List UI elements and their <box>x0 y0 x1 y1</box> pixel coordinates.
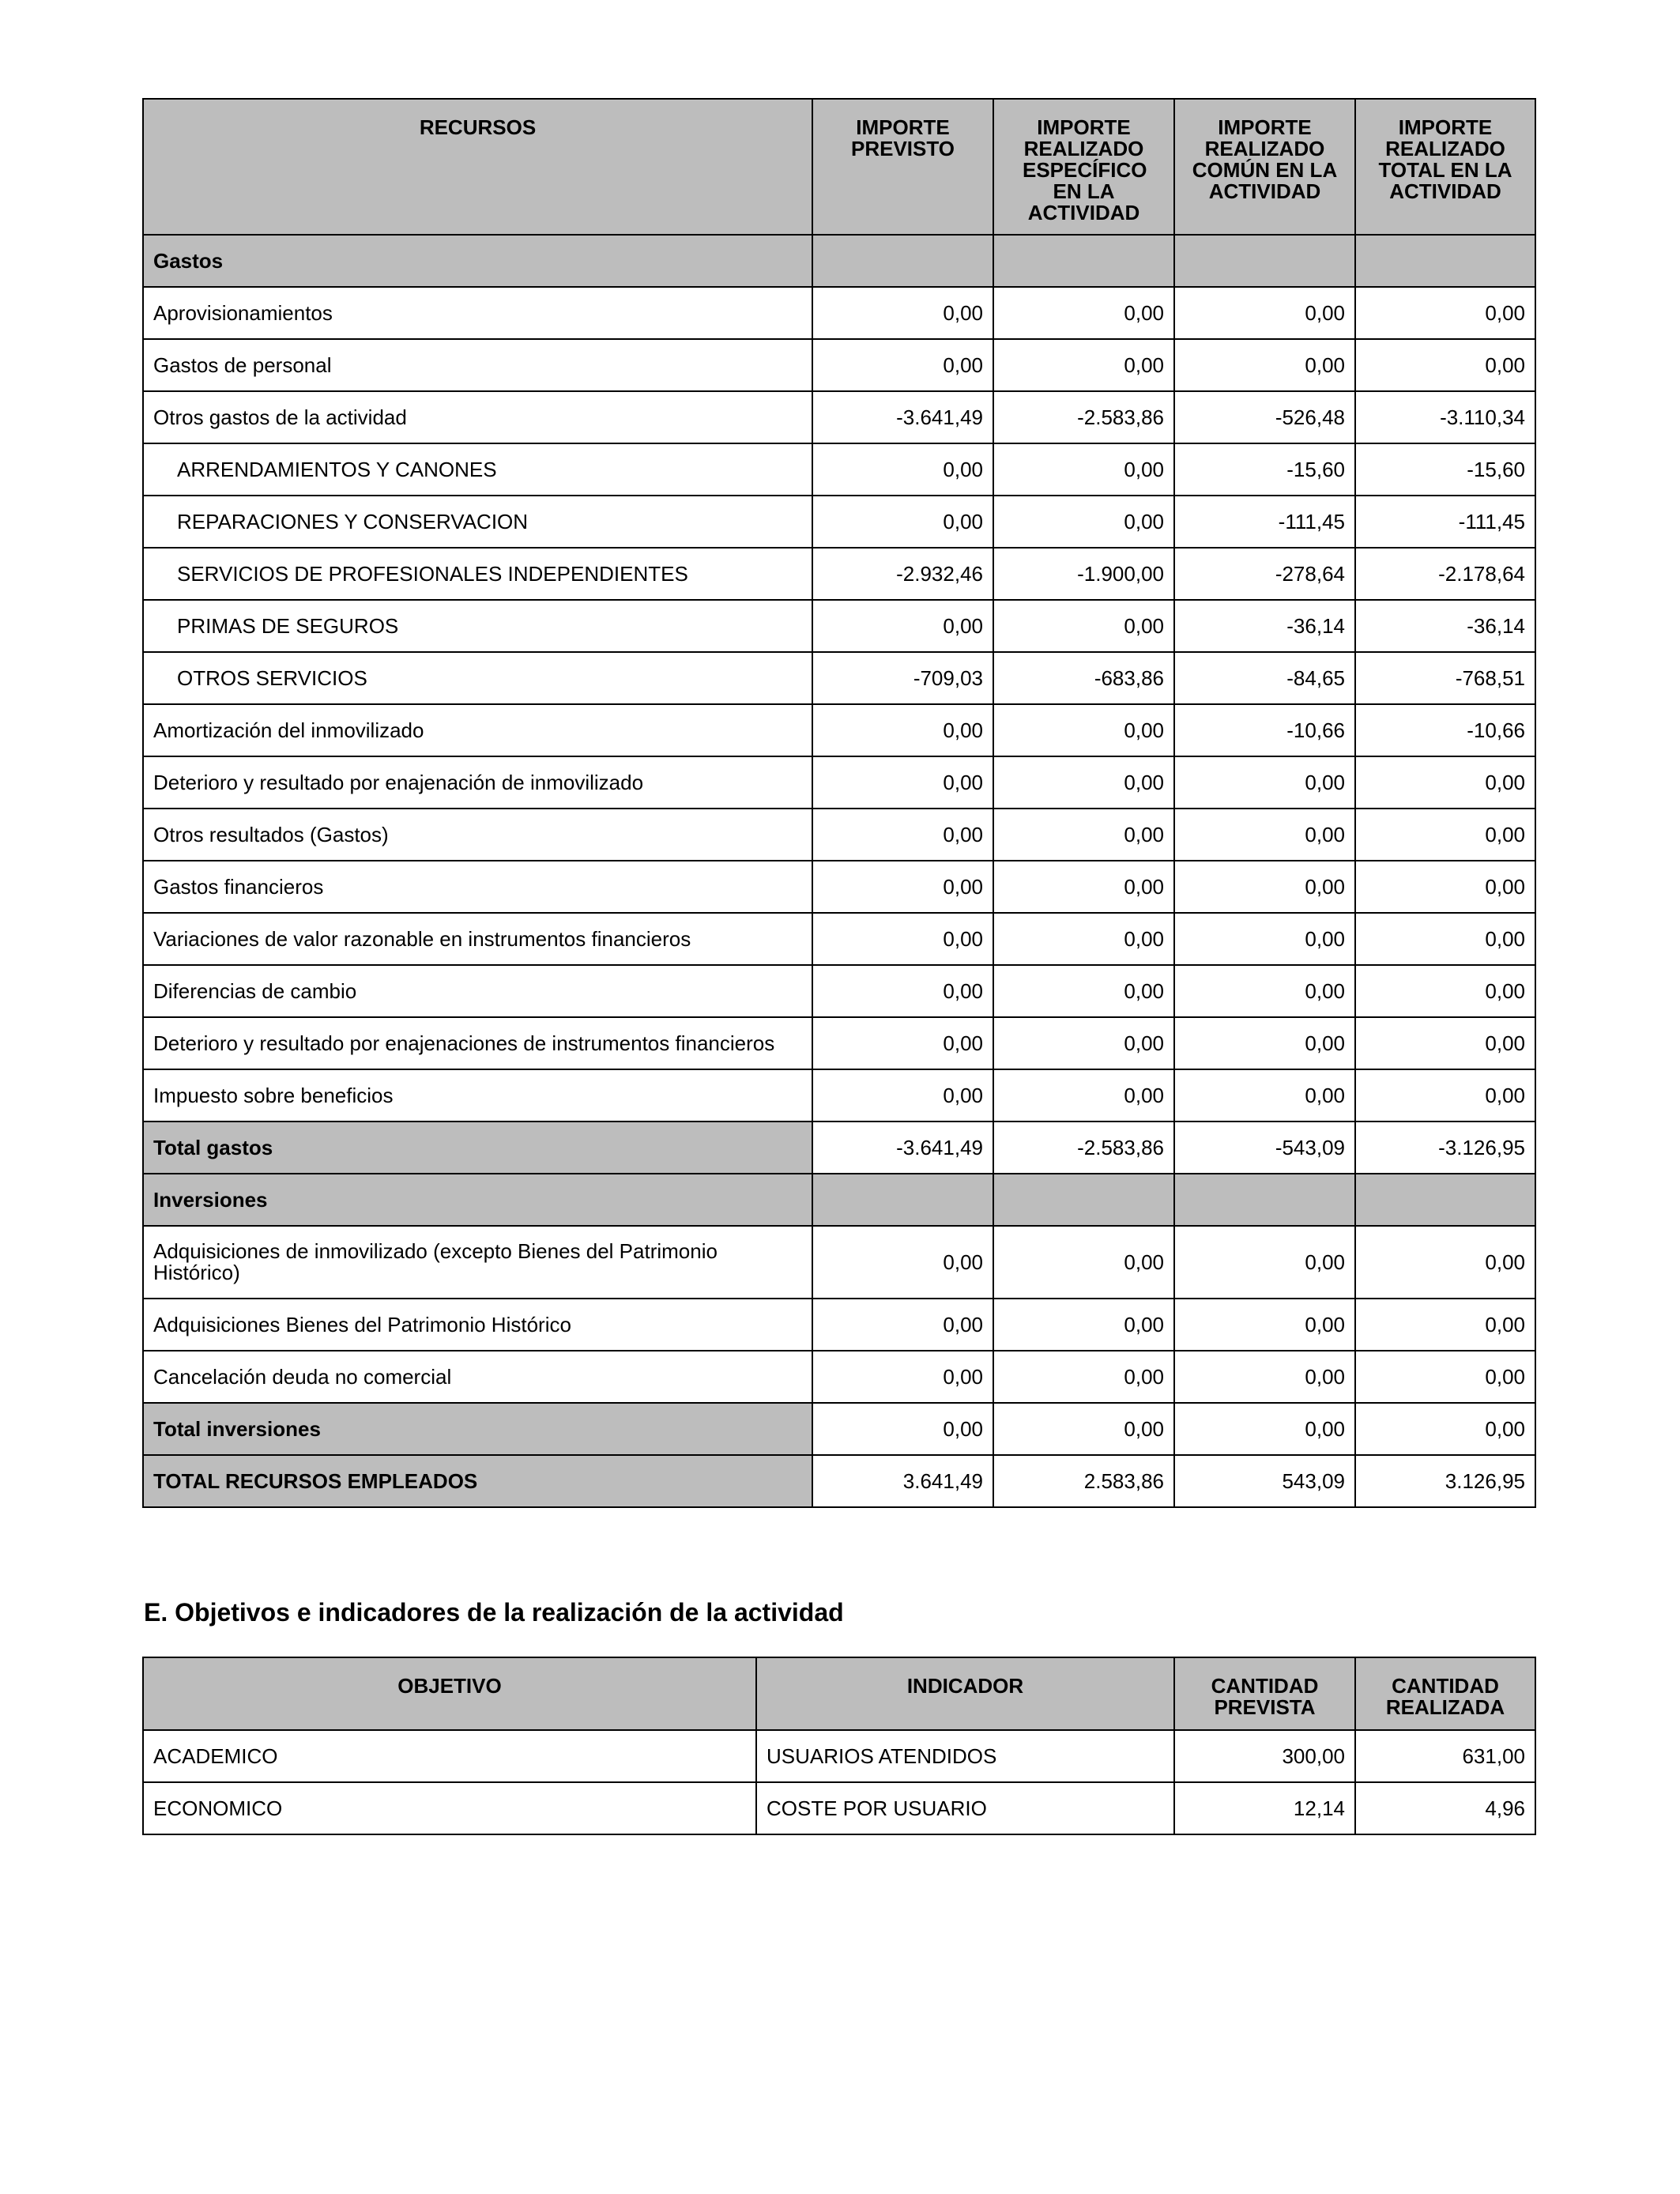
row-label: Gastos financieros <box>143 861 812 913</box>
value-cell: 0,00 <box>993 1351 1174 1403</box>
value-cell: 0,00 <box>1355 913 1535 965</box>
value-cell: -15,60 <box>1355 443 1535 496</box>
value-cell: 0,00 <box>1355 1226 1535 1299</box>
row-label: Adquisiciones Bienes del Patrimonio Histórico <box>143 1299 812 1351</box>
value-cell: -1.900,00 <box>993 548 1174 600</box>
section-inversiones-label: Inversiones <box>143 1174 812 1226</box>
value-cell: -2.932,46 <box>812 548 993 600</box>
row-label-text: Adquisiciones de inmovilizado (excepto Bienes del Patrimonio Histórico) <box>153 1239 718 1284</box>
value-cell: 0,00 <box>1174 1351 1355 1403</box>
value-cell: -36,14 <box>1174 600 1355 652</box>
value-cell: 0,00 <box>812 965 993 1017</box>
value-cell: 0,00 <box>1174 287 1355 339</box>
indicador-cell: USUARIOS ATENDIDOS <box>756 1730 1174 1782</box>
value-cell: 0,00 <box>812 861 993 913</box>
value-cell: -10,66 <box>1355 704 1535 756</box>
value-cell: 0,00 <box>1355 809 1535 861</box>
header-recursos: RECURSOS <box>143 99 812 235</box>
value-cell: 0,00 <box>812 756 993 809</box>
prevista-cell: 12,14 <box>1174 1782 1355 1834</box>
objectives-table <box>142 1657 1536 1835</box>
empty-cell <box>1355 235 1535 287</box>
value-cell: 0,00 <box>1174 913 1355 965</box>
value-cell: 0,00 <box>1174 756 1355 809</box>
value-cell: 0,00 <box>812 1017 993 1069</box>
value-cell: 543,09 <box>1174 1455 1355 1507</box>
value-cell: 0,00 <box>1355 1017 1535 1069</box>
value-cell: 0,00 <box>812 287 993 339</box>
total-recursos-label: TOTAL RECURSOS EMPLEADOS <box>143 1455 812 1507</box>
value-cell: 0,00 <box>993 861 1174 913</box>
value-cell: 0,00 <box>1355 287 1535 339</box>
objetivo-cell: ACADEMICO <box>143 1730 756 1782</box>
value-cell: 0,00 <box>812 443 993 496</box>
value-cell: 3.641,49 <box>812 1455 993 1507</box>
row-label: Deterioro y resultado por enajenación de inmovilizado <box>143 756 812 809</box>
value-cell: -10,66 <box>1174 704 1355 756</box>
table-row <box>143 391 1535 443</box>
section-gastos-label: Gastos <box>143 235 812 287</box>
row-label: Deterioro y resultado por enajenaciones de instrumentos financieros <box>143 1017 812 1069</box>
value-cell: 0,00 <box>812 809 993 861</box>
value-cell: 0,00 <box>993 443 1174 496</box>
header-cantidad-realizada: CANTIDAD REALIZADA <box>1355 1657 1535 1730</box>
row-label: PRIMAS DE SEGUROS <box>143 600 812 652</box>
table-row <box>143 287 1535 339</box>
empty-cell <box>993 1174 1174 1226</box>
value-cell: 0,00 <box>1174 965 1355 1017</box>
empty-cell <box>1174 1174 1355 1226</box>
value-cell: 0,00 <box>993 1017 1174 1069</box>
value-cell: 0,00 <box>812 913 993 965</box>
value-cell: 0,00 <box>812 1069 993 1122</box>
table-row <box>143 600 1535 652</box>
table-row <box>143 652 1535 704</box>
value-cell: 0,00 <box>812 1403 993 1455</box>
row-label: Amortización del inmovilizado <box>143 704 812 756</box>
objectives-header-row <box>143 1657 1535 1730</box>
value-cell: -278,64 <box>1174 548 1355 600</box>
table-row <box>143 965 1535 1017</box>
total-inversiones-label: Total inversiones <box>143 1403 812 1455</box>
row-label: Impuesto sobre beneficios <box>143 1069 812 1122</box>
value-cell: -768,51 <box>1355 652 1535 704</box>
realizada-cell: 4,96 <box>1355 1782 1535 1834</box>
value-cell: 0,00 <box>812 1299 993 1351</box>
value-cell: 0,00 <box>993 965 1174 1017</box>
value-cell: -3.110,34 <box>1355 391 1535 443</box>
total-gastos-row <box>143 1122 1535 1174</box>
total-gastos-label: Total gastos <box>143 1122 812 1174</box>
value-cell: -111,45 <box>1174 496 1355 548</box>
value-cell: 0,00 <box>1355 339 1535 391</box>
prevista-cell: 300,00 <box>1174 1730 1355 1782</box>
value-cell: 0,00 <box>993 1069 1174 1122</box>
row-label: ARRENDAMIENTOS Y CANONES <box>143 443 812 496</box>
value-cell: 0,00 <box>1174 1017 1355 1069</box>
table-row <box>143 1351 1535 1403</box>
value-cell: -84,65 <box>1174 652 1355 704</box>
value-cell: 0,00 <box>1355 861 1535 913</box>
row-label: Otros gastos de la actividad <box>143 391 812 443</box>
table-row <box>143 861 1535 913</box>
table-row <box>143 1782 1535 1834</box>
row-label: REPARACIONES Y CONSERVACION <box>143 496 812 548</box>
table-row <box>143 1017 1535 1069</box>
table-row <box>143 548 1535 600</box>
value-cell: 0,00 <box>1355 1299 1535 1351</box>
value-cell: 0,00 <box>993 339 1174 391</box>
row-label: Variaciones de valor razonable en instrumentos financieros <box>143 913 812 965</box>
value-cell: -543,09 <box>1174 1122 1355 1174</box>
value-cell: 0,00 <box>993 1226 1174 1299</box>
table-row <box>143 443 1535 496</box>
value-cell: 0,00 <box>1355 1069 1535 1122</box>
header-importe-total: IMPORTE REALIZADO TOTAL EN LA ACTIVIDAD <box>1355 99 1535 235</box>
value-cell: 0,00 <box>1355 1351 1535 1403</box>
value-cell: 0,00 <box>993 913 1174 965</box>
realizada-cell: 631,00 <box>1355 1730 1535 1782</box>
empty-cell <box>812 1174 993 1226</box>
resources-header-row <box>143 99 1535 235</box>
value-cell: -3.641,49 <box>812 1122 993 1174</box>
value-cell: 0,00 <box>1174 1299 1355 1351</box>
header-indicador: INDICADOR <box>756 1657 1174 1730</box>
value-cell: 0,00 <box>1174 339 1355 391</box>
value-cell: 0,00 <box>812 1351 993 1403</box>
section-e-heading: E. Objetivos e indicadores de la realización de la actividad <box>144 1598 844 1627</box>
header-importe-previsto: IMPORTE PREVISTO <box>812 99 993 235</box>
table-row <box>143 1069 1535 1122</box>
empty-cell <box>993 235 1174 287</box>
value-cell: 0,00 <box>993 1299 1174 1351</box>
row-label <box>143 1226 812 1299</box>
value-cell: 0,00 <box>1174 1069 1355 1122</box>
value-cell: 0,00 <box>812 496 993 548</box>
row-label: Aprovisionamientos <box>143 287 812 339</box>
total-inversiones-row <box>143 1403 1535 1455</box>
total-recursos-row <box>143 1455 1535 1507</box>
value-cell: -36,14 <box>1355 600 1535 652</box>
value-cell: 0,00 <box>1174 809 1355 861</box>
value-cell: -526,48 <box>1174 391 1355 443</box>
objetivo-cell: ECONOMICO <box>143 1782 756 1834</box>
header-importe-comun: IMPORTE REALIZADO COMÚN EN LA ACTIVIDAD <box>1174 99 1355 235</box>
value-cell: 3.126,95 <box>1355 1455 1535 1507</box>
value-cell: 0,00 <box>1174 861 1355 913</box>
header-objetivo: OBJETIVO <box>143 1657 756 1730</box>
row-label: SERVICIOS DE PROFESIONALES INDEPENDIENTES <box>143 548 812 600</box>
table-row <box>143 704 1535 756</box>
value-cell: 0,00 <box>993 756 1174 809</box>
value-cell: -111,45 <box>1355 496 1535 548</box>
table-row <box>143 1299 1535 1351</box>
value-cell: -3.126,95 <box>1355 1122 1535 1174</box>
indicador-cell: COSTE POR USUARIO <box>756 1782 1174 1834</box>
empty-cell <box>1355 1174 1535 1226</box>
value-cell: 0,00 <box>1355 1403 1535 1455</box>
section-inversiones-row <box>143 1174 1535 1226</box>
value-cell: 0,00 <box>993 1403 1174 1455</box>
value-cell: -2.178,64 <box>1355 548 1535 600</box>
value-cell: 0,00 <box>993 704 1174 756</box>
row-label: Otros resultados (Gastos) <box>143 809 812 861</box>
table-row <box>143 1226 1535 1299</box>
table-row <box>143 339 1535 391</box>
value-cell: -683,86 <box>993 652 1174 704</box>
value-cell: 0,00 <box>812 339 993 391</box>
row-label: Gastos de personal <box>143 339 812 391</box>
table-row <box>143 496 1535 548</box>
row-label: OTROS SERVICIOS <box>143 652 812 704</box>
value-cell: 0,00 <box>993 809 1174 861</box>
table-row <box>143 756 1535 809</box>
value-cell: -2.583,86 <box>993 1122 1174 1174</box>
value-cell: 0,00 <box>812 600 993 652</box>
row-label: Cancelación deuda no comercial <box>143 1351 812 1403</box>
header-importe-especifico: IMPORTE REALIZADO ESPECÍFICO EN LA ACTIVIDAD <box>993 99 1174 235</box>
value-cell: 0,00 <box>812 704 993 756</box>
row-label: Diferencias de cambio <box>143 965 812 1017</box>
resources-table <box>142 98 1536 1508</box>
empty-cell <box>812 235 993 287</box>
table-row <box>143 913 1535 965</box>
value-cell: 0,00 <box>1174 1403 1355 1455</box>
empty-cell <box>1174 235 1355 287</box>
value-cell: -2.583,86 <box>993 391 1174 443</box>
table-row <box>143 809 1535 861</box>
value-cell: 0,00 <box>1355 965 1535 1017</box>
value-cell: -15,60 <box>1174 443 1355 496</box>
header-cantidad-prevista: CANTIDAD PREVISTA <box>1174 1657 1355 1730</box>
value-cell: -3.641,49 <box>812 391 993 443</box>
value-cell: 0,00 <box>993 600 1174 652</box>
value-cell: 0,00 <box>993 287 1174 339</box>
table-row <box>143 1730 1535 1782</box>
value-cell: 0,00 <box>812 1226 993 1299</box>
value-cell: 0,00 <box>1174 1226 1355 1299</box>
value-cell: 0,00 <box>993 496 1174 548</box>
section-gastos-row <box>143 235 1535 287</box>
value-cell: 2.583,86 <box>993 1455 1174 1507</box>
value-cell: -709,03 <box>812 652 993 704</box>
value-cell: 0,00 <box>1355 756 1535 809</box>
